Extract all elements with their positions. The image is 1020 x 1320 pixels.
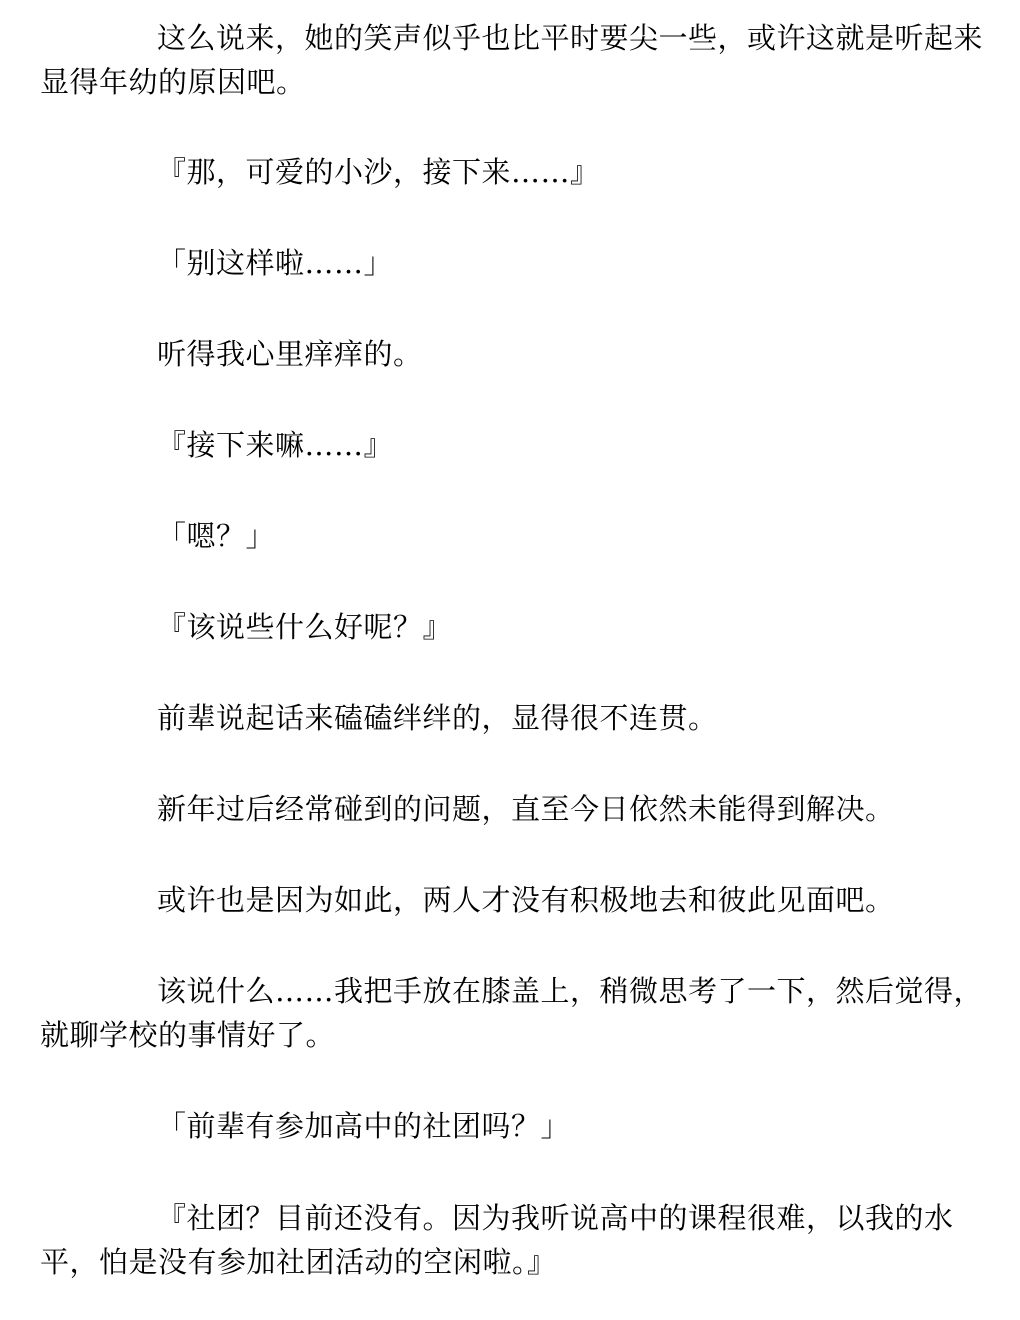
paragraph: 前辈说起话来磕磕绊绊的，显得很不连贯。 <box>157 701 718 735</box>
paragraph: 『那，可爱的小沙，接下来……』 <box>157 155 600 189</box>
paragraph: 『接下来嘛……』 <box>157 428 394 462</box>
paragraph: 「别这样啦……」 <box>157 246 394 280</box>
paragraph: 『该说些什么好呢？』 <box>157 610 453 644</box>
paragraph: 或许也是因为如此，两人才没有积极地去和彼此见面吧。 <box>157 883 895 917</box>
paragraph: 这么说来，她的笑声似乎也比平时要尖一些，或许这就是听起来显得年幼的原因吧。 <box>40 21 984 99</box>
paragraph: 「嗯？」 <box>157 519 276 553</box>
paragraph: 该说什么……我把手放在膝盖上，稍微思考了一下，然后觉得，就聊学校的事情好了。 <box>40 974 984 1052</box>
paragraph: 「前辈有参加高中的社团吗？」 <box>157 1109 571 1143</box>
paragraph: 『社团？目前还没有。因为我听说高中的课程很难，以我的水平，怕是没有参加社团活动的空闲啦。』 <box>40 1201 954 1279</box>
paragraph: 新年过后经常碰到的问题，直至今日依然未能得到解决。 <box>157 792 895 826</box>
paragraph: 听得我心里痒痒的。 <box>157 337 423 371</box>
